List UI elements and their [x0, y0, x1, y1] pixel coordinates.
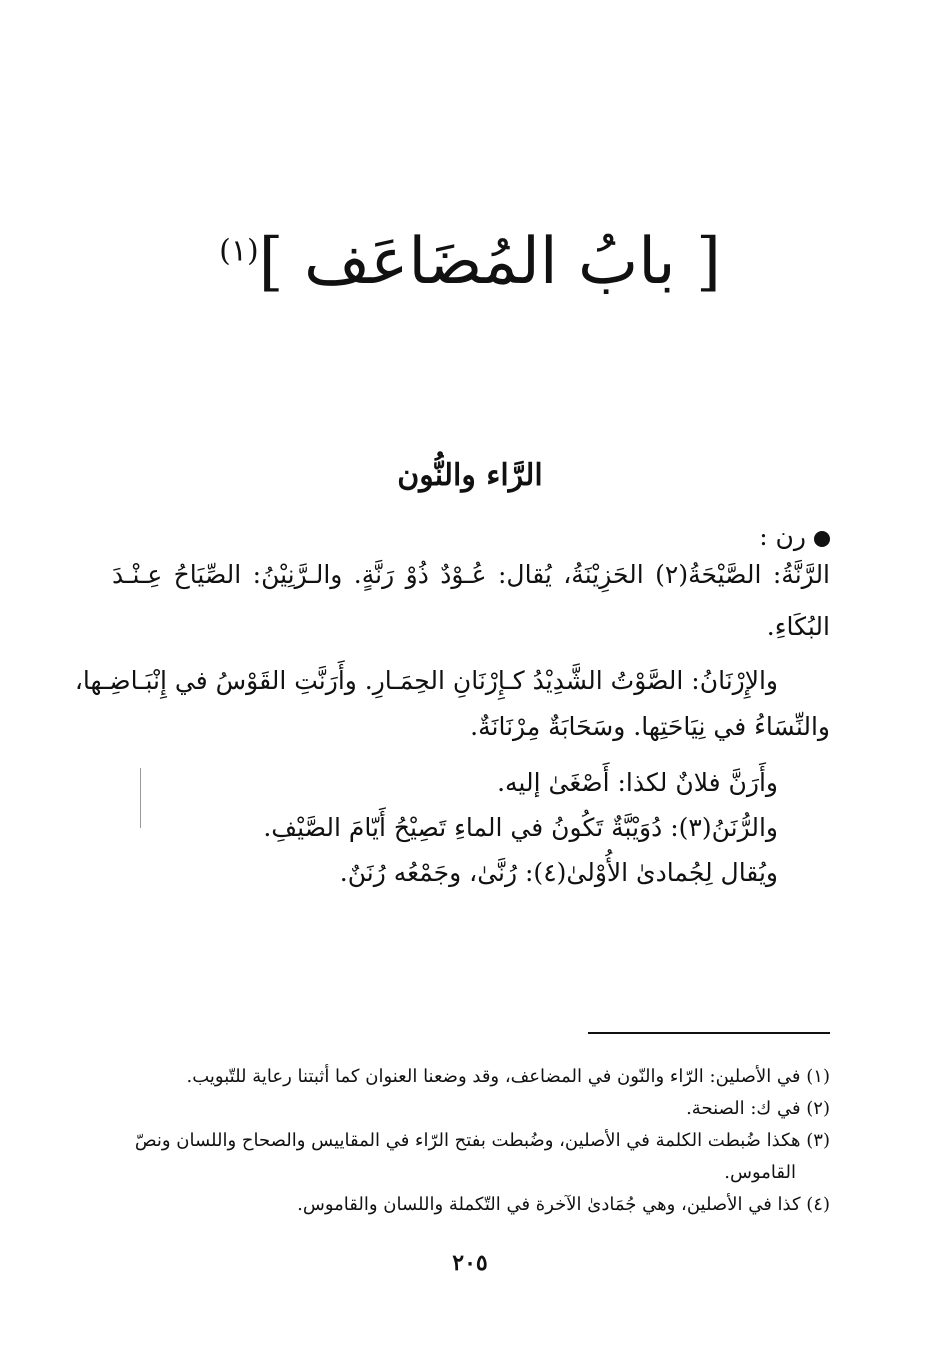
bullet-icon: [814, 531, 830, 547]
footnote-3: (٣) هكذا ضُبطت الكلمة في الأصلين، وضُبطت بفتح الرّاء في المقاييس والصحاح واللسان ونصّ: [134, 1130, 830, 1151]
footnote-3-continuation: القاموس.: [724, 1162, 796, 1183]
entry-line-2: البُكَاءِ.: [766, 612, 830, 641]
footnote-4: (٤) كذا في الأصلين، وهي جُمَادىٰ الآخرة في التّكملة واللسان والقاموس.: [297, 1194, 830, 1215]
entry-line-5: وأَرَنَّ فلانٌ لكذا: أَصْغَىٰ إليه.: [497, 768, 778, 797]
section-heading: الرَّاء والنُّون: [397, 458, 543, 493]
chapter-title-text: [ بابُ المُضَاعَف ]: [258, 225, 721, 299]
footnote-1: (١) في الأصلين: الرّاء والنّون في المضاعف، وقد وضعنا العنوان كما أثبتنا رعاية للتّبويب.: [186, 1066, 830, 1087]
entry-line-4: والنِّسَاءُ في نِيَاحَتِها. وسَحَابَةٌ مِرْنَانَةٌ.: [470, 712, 830, 741]
footnote-2: (٢) في ك: الصنحة.: [686, 1098, 830, 1119]
entry-line-3: والإِرْنَانُ: الصَّوْتُ الشَّدِيْدُ كـإِرْنَانِ الحِمَـارِ. وأَرَنَّتِ القَوْسُ في إِنْبَـاضِـها،: [74, 666, 778, 695]
entry-root-label: [759, 522, 830, 552]
entry-line-6: والرُّنَنُ(٣): دُوَيْبَّةٌ تَكُونُ في الماءِ تَصِيْحُ أَيّامَ الصَّيْفِ.: [263, 813, 778, 842]
page-number: ٢٠٥: [452, 1250, 488, 1276]
margin-mark: [140, 768, 142, 828]
entry-line-1: الرَّنَّةُ: الصَّيْحَةُ(٢) الحَزِيْنَةُ، يُقال: عُـوْدٌ ذُوْ رَنَّةٍ. والـرَّنِيْنُ: الصِّيَاحُ عِـنْـدَ: [112, 560, 831, 589]
entry-line-7: ويُقال لِجُمادىٰ الأُوْلىٰ(٤): رُنَّىٰ، وجَمْعُه رُنَنٌ.: [339, 858, 778, 887]
chapter-title: [180, 225, 760, 299]
root-label-text: رن :: [759, 522, 806, 551]
chapter-title-footnote-marker: (١): [219, 233, 259, 269]
footnote-separator: [588, 1032, 830, 1034]
